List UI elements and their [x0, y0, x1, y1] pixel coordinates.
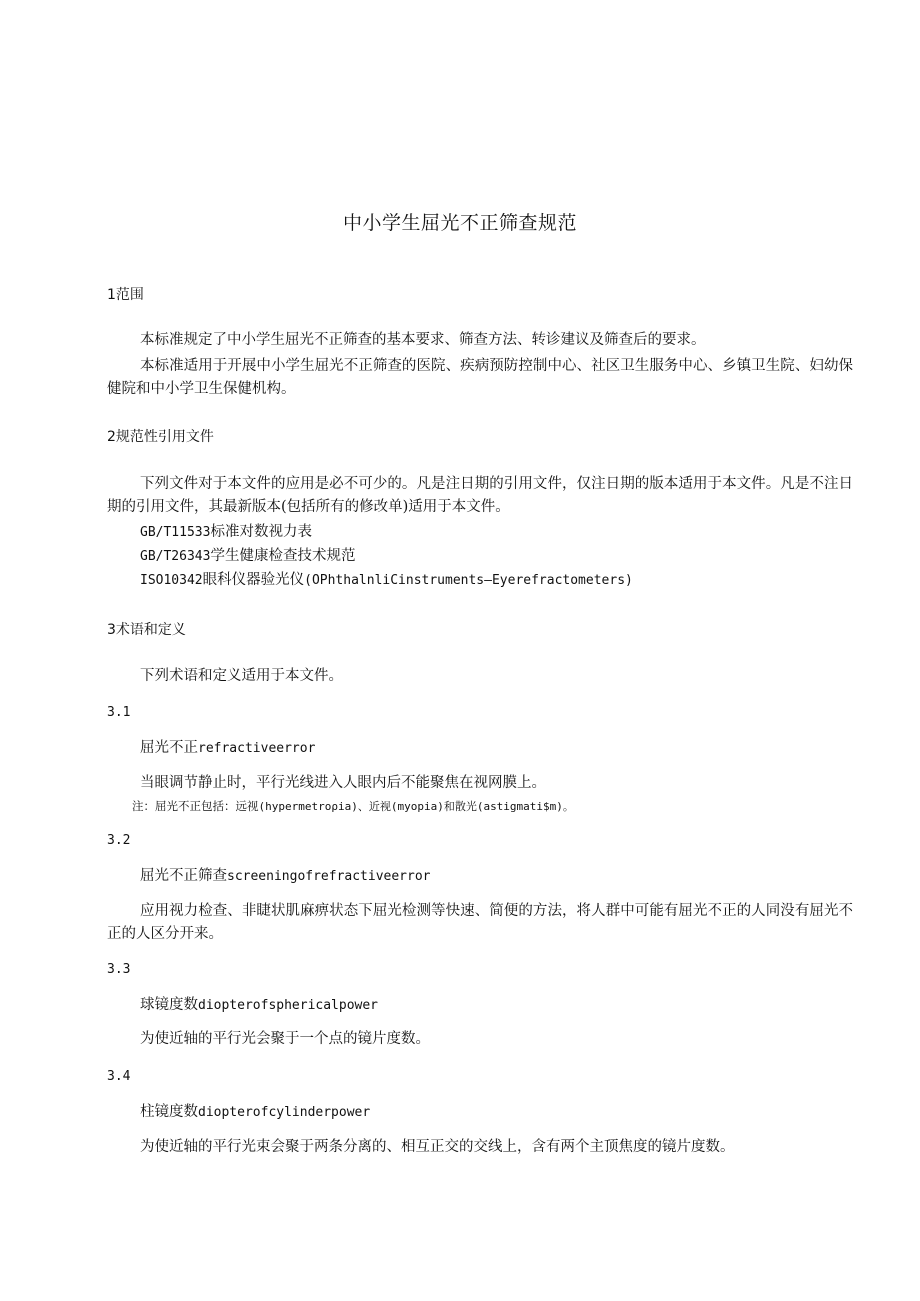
- term-chinese: 屈光不正筛查: [140, 868, 227, 884]
- term-definition: 应用视力检查、非睫状肌麻痹状态下屈光检测等快速、简便的方法，将人群中可能有屈光不正的人同没有屈光不正的人区分开来。: [107, 903, 853, 942]
- term-title: [140, 866, 431, 887]
- term-english: diopterofsphericalpower: [198, 998, 379, 1013]
- term-definition: 当眼调节静止时，平行光线进入人眼内后不能聚焦在视网膜上。: [140, 775, 546, 791]
- section-3-heading: 3术语和定义: [107, 622, 186, 638]
- term-title: [140, 995, 378, 1016]
- term-note-rest: (hypermetroρia)、近视(myopia)和散光(astigmati$m)。: [258, 800, 574, 813]
- reference-code: ISO10342: [140, 573, 203, 588]
- reference-title: 学生健康检查技术规范: [210, 548, 356, 564]
- reference-title: 标准对数视力表: [210, 524, 312, 540]
- term-chinese: 柱镜度数: [140, 1104, 198, 1120]
- document-title: 中小学生屈光不正筛查规范: [342, 212, 577, 234]
- section-1-paragraph-2: 本标准适用于开展中小学生屈光不正筛查的医院、疾病预防控制中心、社区卫生服务中心、乡镇卫生院、妇幼保健院和中小学卫生保健机构。: [107, 358, 853, 397]
- term-number: 3.3: [107, 962, 131, 977]
- term-english: diopterofcylinderpower: [198, 1105, 371, 1120]
- term-number: 3.1: [107, 705, 131, 720]
- term-note: [132, 796, 574, 817]
- term-number: 3.2: [107, 833, 131, 848]
- term-english: refractiveerror: [198, 741, 316, 756]
- term-definition: 为使近轴的平行光束会聚于两条分离的、相互正交的交线上，含有两个主顶焦度的镜片度数。: [140, 1139, 735, 1155]
- reference-code: GB/T11533: [140, 525, 211, 540]
- section-3-intro: 下列术语和定义适用于本文件。: [140, 668, 343, 684]
- section-1-heading: 1范围: [107, 287, 144, 303]
- reference-item: [140, 522, 312, 543]
- term-chinese: 屈光不正: [140, 740, 198, 756]
- term-title: [140, 1102, 370, 1123]
- term-number: 3.4: [107, 1069, 131, 1084]
- term-note-prefix: 注：屈光不正包括：远视: [132, 799, 259, 813]
- term-english: screeningofrefractiveerror: [227, 869, 431, 884]
- reference-item: [140, 546, 355, 567]
- reference-english-title: (OPhthalnliCinstruments—Eyerefractometers): [304, 573, 633, 588]
- reference-item: [140, 570, 633, 591]
- section-2-heading: 2规范性引用文件: [107, 429, 214, 445]
- reference-title: 眼科仪器验光仪: [202, 572, 305, 588]
- term-title: [140, 738, 315, 759]
- term-chinese: 球镜度数: [140, 997, 198, 1013]
- section-1-paragraph-1: 本标准规定了中小学生屈光不正筛查的基本要求、筛查方法、转诊建议及筛查后的要求。: [140, 332, 706, 348]
- reference-code: GB/T26343: [140, 549, 211, 564]
- term-definition: 为使近轴的平行光会聚于一个点的镜片度数。: [140, 1031, 430, 1047]
- section-2-paragraph-1: 下列文件对于本文件的应用是必不可少的。凡是注日期的引用文件，仅注日期的版本适用于本文件。凡是不注日期的引用文件，其最新版本(包括所有的修改单)适用于本文件。: [107, 476, 853, 515]
